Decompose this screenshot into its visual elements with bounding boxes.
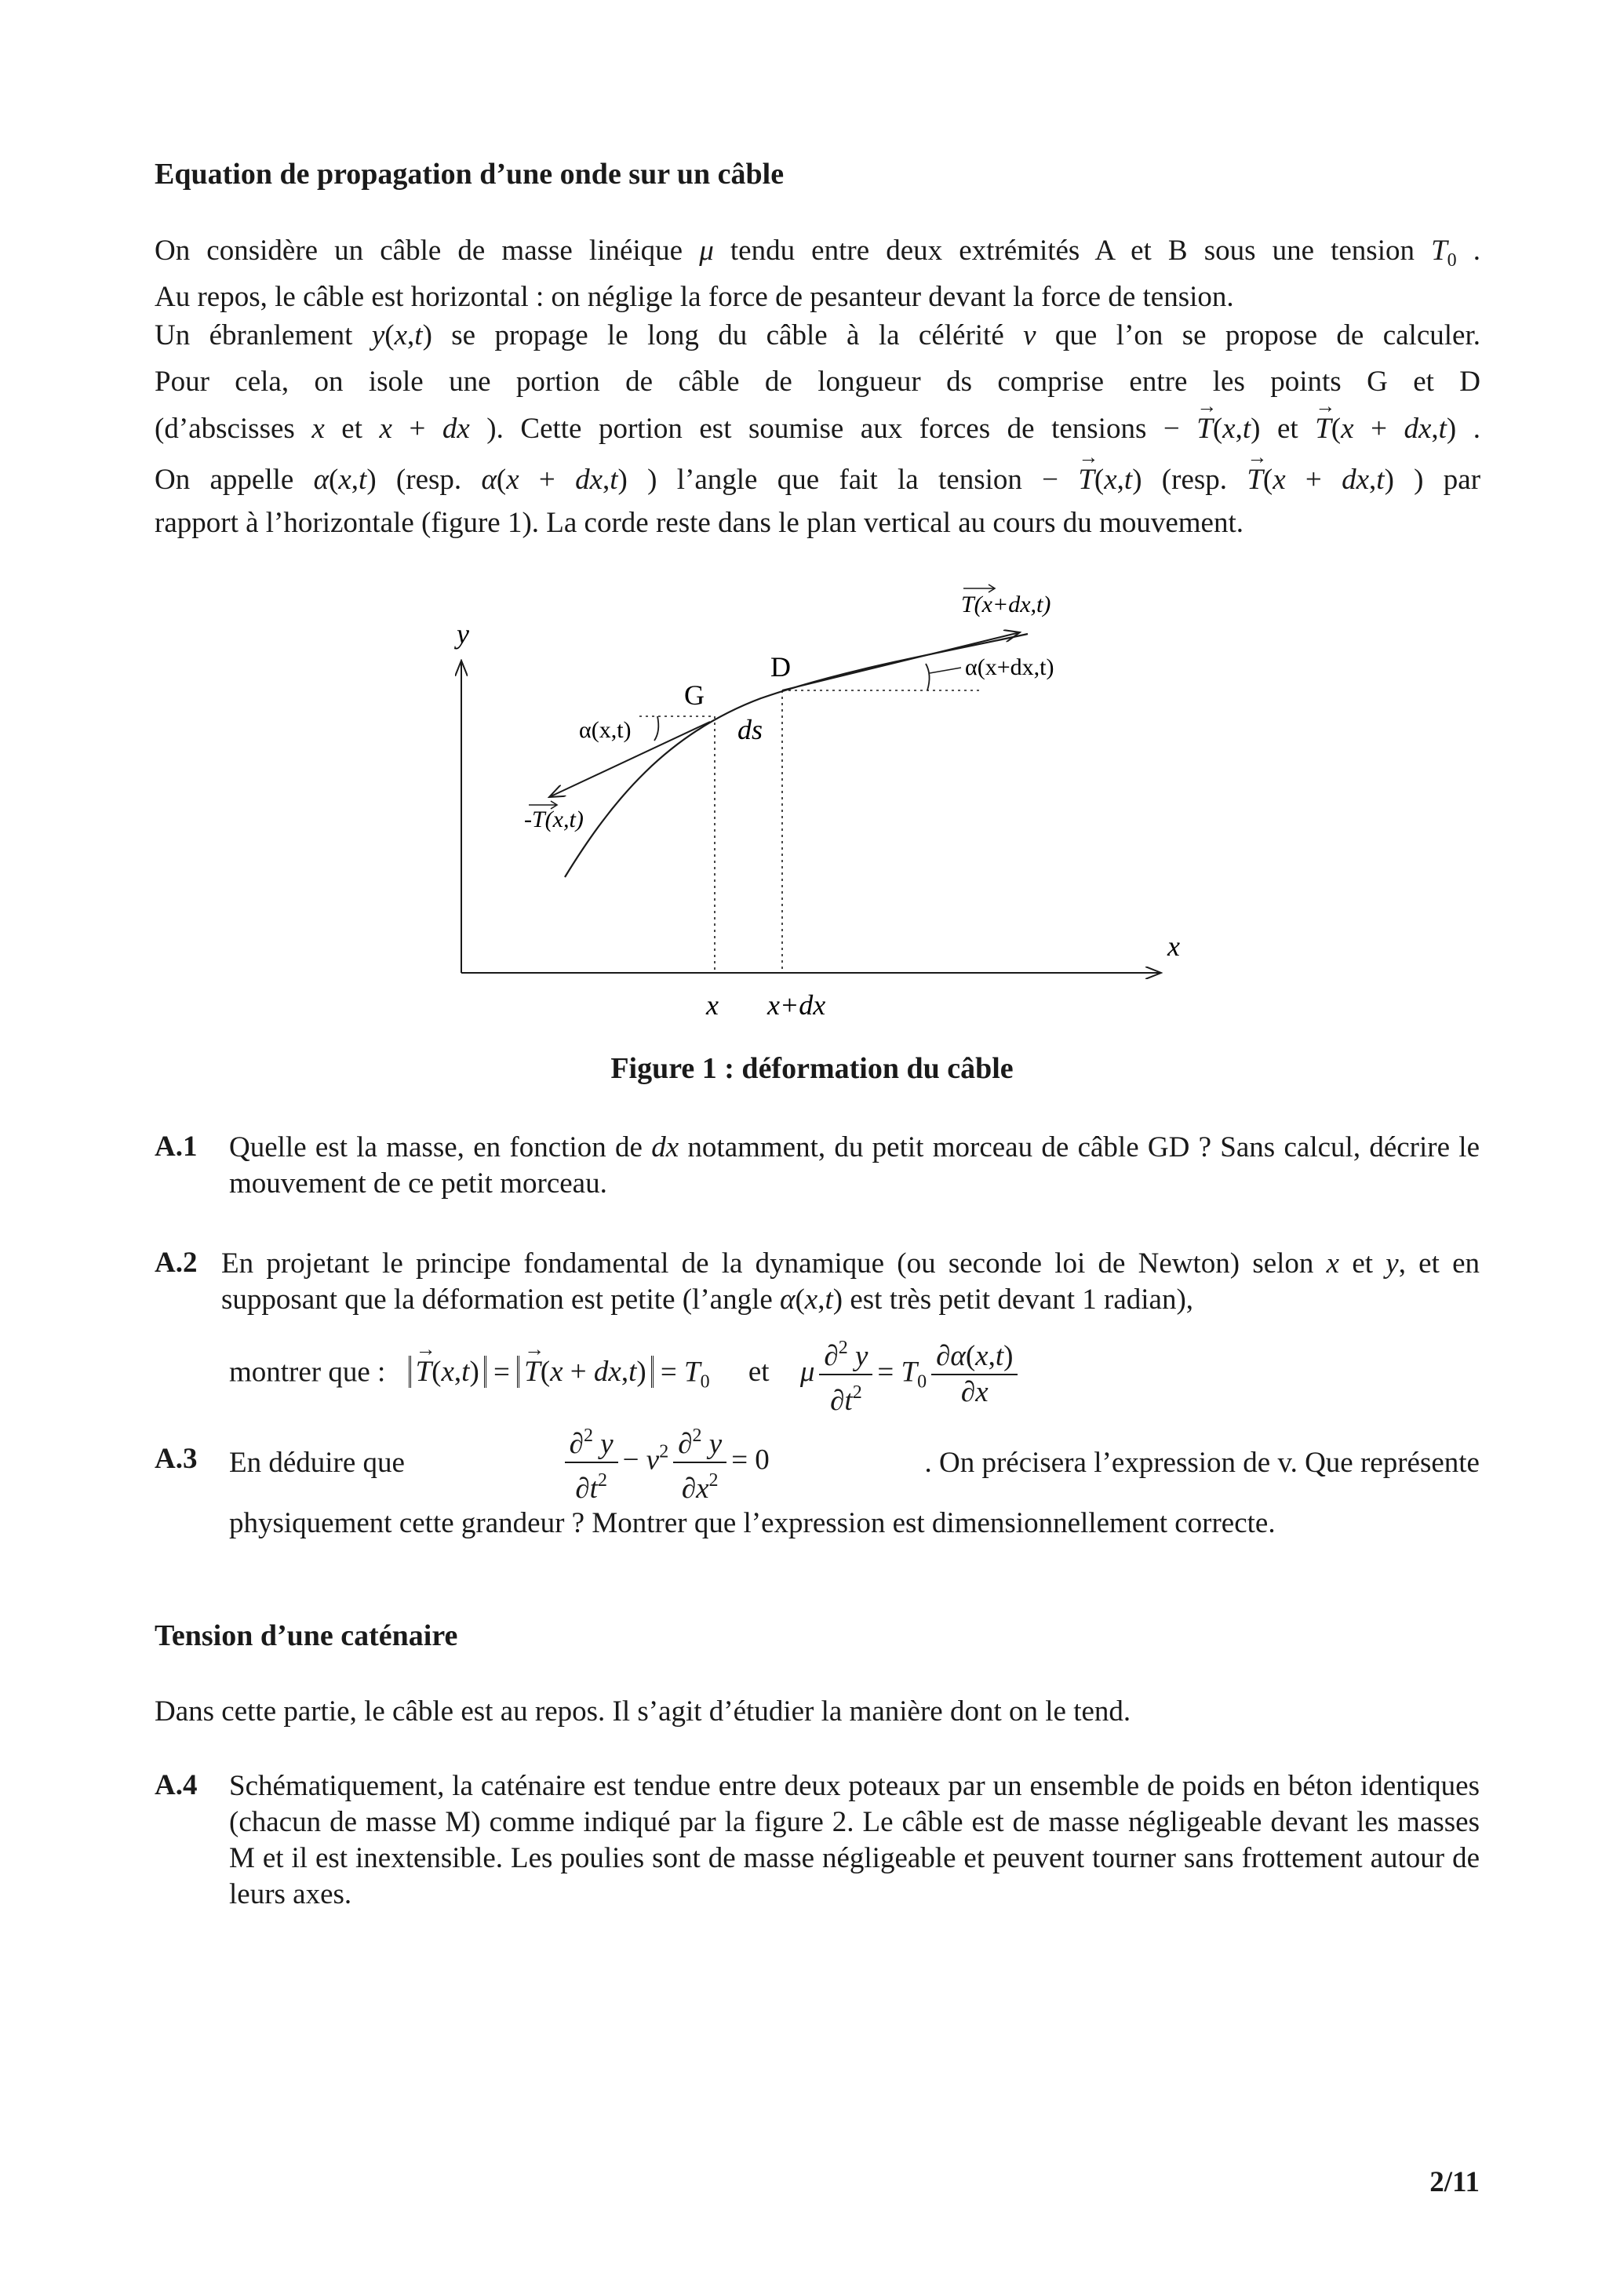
angle-arc-left [654,716,658,741]
show-label: montrer que : [229,1356,386,1389]
question-a3-line2: physiquement cette grandeur ? Montrer que l’expression est dimensionnellement correcte. [229,1507,1276,1539]
question-a2-equation: montrer que : → T(x,t) = → $T(x + dx,t) = T_0$ et μ $\frac{\partial^2 y}{\partial t^2}$ = $T_0$ $\frac{\partial\alpha(x,t)}{\partial x}$ [229,1331,1022,1418]
intro-line-4: Pour cela, on isole une portion de câble de longueur ds comprise entre les points G et D [155,366,1480,398]
figure-1-cable-deformation [439,565,1224,1036]
question-a1-number: A.1 [155,1131,198,1163]
question-a4-number: A.4 [155,1769,198,1801]
question-a4-text: Schématiquement, la caténaire est tendue entre deux poteaux par un ensemble de poids en béton identiques (chacun de masse M) comme indiqué par la figure 2. Le câble est de masse négligeable devant les masses M et il est inextensible. Les poulies sont de masse négligeable et peuvent tourner sans frottement autour de leurs axes. [229,1770,1480,1910]
a3-wave-equation: $\frac{\partial^2 y}{\partial t^2}$ − $v^2$ $\frac{\partial^2 y}{\partial x^2}$ = 0 [560,1418,770,1506]
intro-line-3: Un ébranlement y(x,t) se propage le long du câble à la célérité v que l’on se propose de calculer. [155,319,1480,351]
tension-left-label [524,801,584,832]
and-label: et [748,1356,770,1389]
section2-intro: Dans cette partie, le câble est au repos. Il s’agit d’étudier la manière dont on le tend. [155,1695,1131,1728]
a3-text-after: . On précisera l’expression de v. Que représente [924,1446,1480,1479]
question-a3-number: A.3 [155,1443,198,1475]
angle-leader-right [930,668,961,673]
tension-right-label [961,584,1051,617]
y-axis-label: y [457,618,469,650]
tick-x-label: x [706,989,719,1021]
alpha-right-label: α(x+dx,t) [965,654,1054,680]
alpha-left-label: α(x,t) [579,717,632,743]
intro-line-7: rapport à l’horizontale (figure 1). La corde reste dans le plan vertical au cours du mouvement. [155,507,1243,539]
x-axis-label: x [1167,930,1180,962]
ds-label: ds [737,714,763,745]
point-D-label: D [770,651,791,683]
question-a2-number: A.2 [155,1247,198,1279]
tension-right-text: T(x+dx,t) [961,592,1051,617]
intro-line-1: On considère un câble de masse linéique μ tendu entre deux extrémités A et B sous une tension $T_0$ . [155,235,1480,271]
question-a2-text: En projetant le principe fondamental de la dynamique (ou seconde loi de Newton) selon x et y, et en supposant que la déformation est petite (l’angle α(x,t) est très petit devant 1 radian), [221,1247,1480,1316]
figure-1-caption: Figure 1 : déformation du câble [610,1052,1014,1085]
tension-left-text: -T(x,t) [524,807,584,832]
angle-arc-right [926,664,930,690]
a3-text-before: En déduire que [229,1446,405,1479]
page-number: 2/11 [1429,2166,1480,2198]
intro-line-5: (d’abscisses x et x + dx ). Cette portion est soumise aux forces de tensions − → T(x,t) et → T(x + dx,t) . [155,412,1480,446]
question-a3-line1 [229,1418,1480,1506]
intro-line-6: On appelle α(x,t) (resp. α(x + dx,t) ) l’angle que fait la tension − → T(x,t) (resp. → T(x + dx,t) ) par [155,463,1480,497]
point-G-label: G [684,679,705,711]
intro-line-2: Au repos, le câble est horizontal : on néglige la force de pesanteur devant la force de tension. [155,281,1234,313]
section-title-propagation: Equation de propagation d’une onde sur un câble [155,158,785,191]
cable-curve [565,634,1028,877]
section-title-catenaire: Tension d’une caténaire [155,1619,458,1652]
question-a1-text: Quelle est la masse, en fonction de dx notamment, du petit morceau de câble GD ? Sans calcul, décrire le mouvement de ce petit morceau. [229,1131,1480,1200]
tick-xdx-label: x+dx [767,989,826,1021]
